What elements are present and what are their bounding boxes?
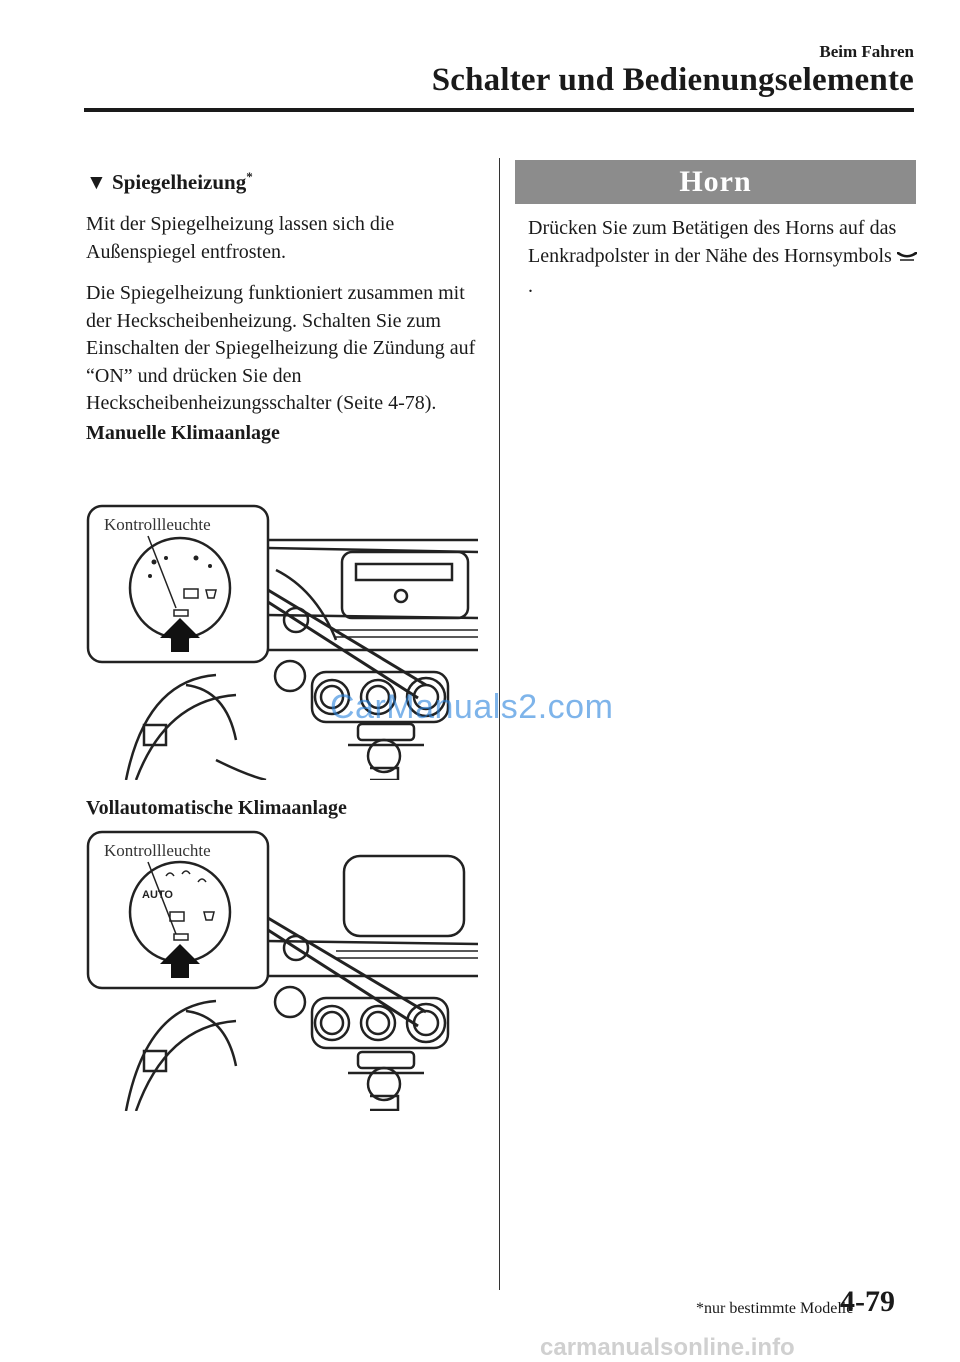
figure-automatic-climate [86, 826, 478, 1111]
section-heading-spiegelheizung [86, 162, 478, 197]
horn-icon [896, 244, 918, 272]
watermark: CarManuals2.com [330, 688, 614, 726]
triangle-marker-icon: ▼ [86, 170, 107, 194]
paragraph-horn [528, 214, 918, 300]
chapter-label: Beim Fahren [819, 42, 914, 61]
header-rule [84, 108, 914, 112]
paragraph-intro: Mit der Spiegelheizung lassen sich die Außenspiegel entfrosten. [86, 213, 395, 263]
asterisk: * [246, 169, 253, 184]
callout-label-2: Kontrollleuchte [104, 841, 211, 860]
paragraph-operation: Die Spiegelheizung funktioniert zusammen mit der Heckscheibenheizung. Schalten Sie zum Einschalten der Spiegelheizung die Zündung auf “ON” und drücken Sie den Heckscheibenheizungsschalter (Seite 4-78). [86, 282, 476, 414]
page-number: 4-79 [840, 1285, 895, 1318]
footnote: *nur bestimmte Modelle [696, 1300, 854, 1317]
figure-title-automatic: Vollautomatische Klimaanlage [86, 797, 347, 819]
callout-label-1: Kontrollleuchte [104, 515, 211, 534]
section-title: Spiegelheizung [112, 170, 247, 194]
site-watermark: carmanualsonline.info [540, 1334, 795, 1361]
page-title: Schalter und Bedienungselemente [431, 62, 914, 98]
figure-manual-climate [86, 500, 478, 780]
left-column [86, 162, 478, 446]
horn-paragraph-end: . [528, 275, 533, 297]
horn-paragraph-text: Drücken Sie zum Betätigen des Horns auf das Lenkradpolster in der Nähe des Hornsymbols [528, 217, 897, 267]
auto-label: AUTO [142, 889, 173, 901]
figure-title-manual: Manuelle Klimaanlage [86, 421, 280, 444]
section-heading-horn: Horn [515, 160, 916, 204]
